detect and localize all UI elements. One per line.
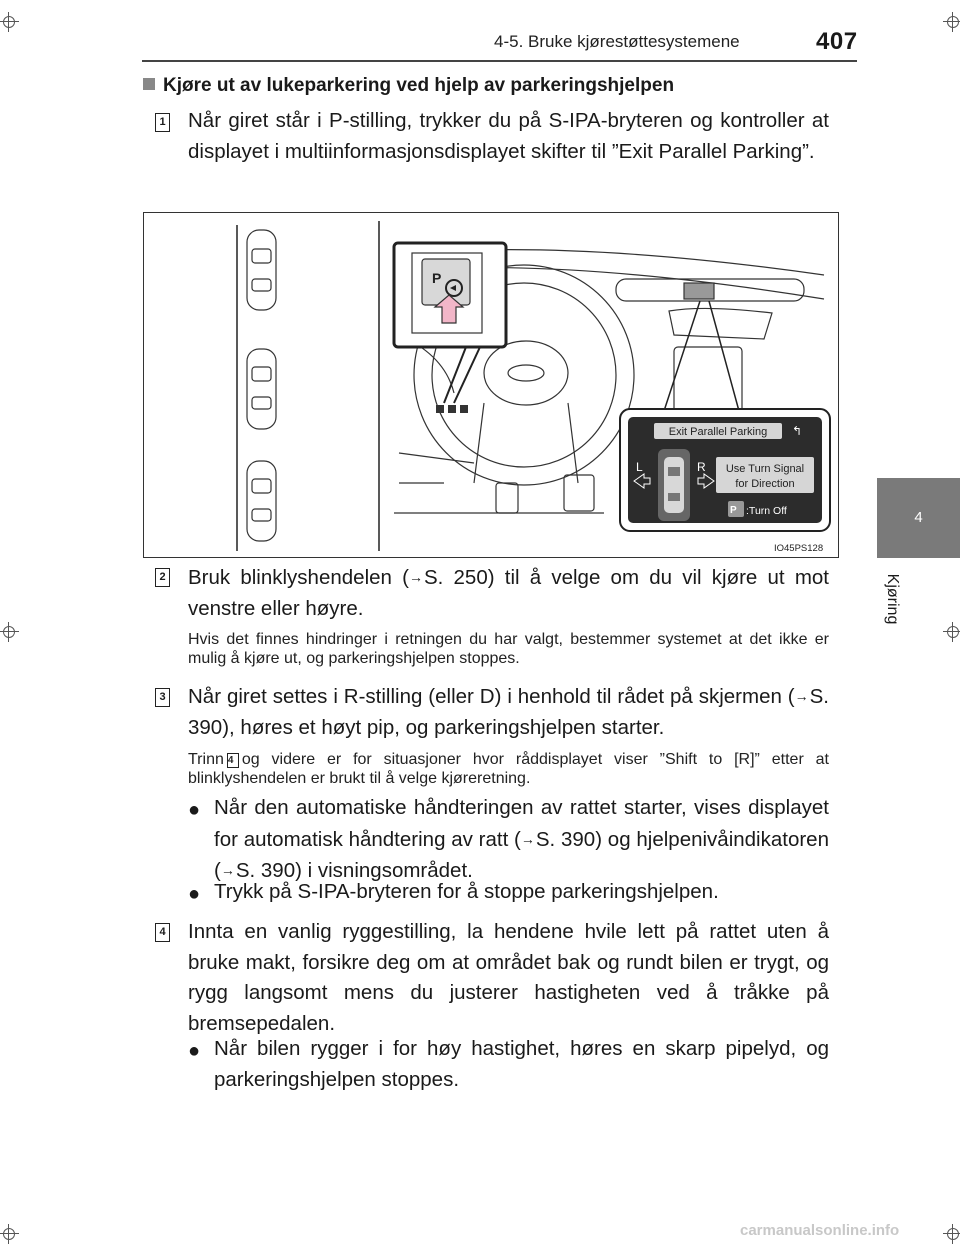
p-switch-letter: P <box>432 270 442 286</box>
ref-arrow-icon: → <box>520 830 535 847</box>
inline-step-number: 4 <box>227 753 239 768</box>
step-number: 3 <box>155 688 170 707</box>
crop-mark-bottom-left <box>0 1224 19 1244</box>
right-letter: R <box>697 460 706 474</box>
watermark: carmanualsonline.info <box>740 1222 900 1239</box>
bullet-icon: ● <box>188 1040 201 1062</box>
crop-mark-mid-right <box>943 622 960 642</box>
illustration <box>143 212 839 558</box>
section-title: 4-5. Bruke kjørestøttesystemene <box>494 32 740 51</box>
ref-arrow-icon: → <box>794 688 809 704</box>
step-number: 4 <box>155 923 170 942</box>
step-text: Når giret står i P-stilling, trykker du på S-IPA-bryteren og kontroller at displayet i multiinformasjonsdisplayet skifter til ”Exit Parallel Parking”. <box>188 109 829 163</box>
bullet-icon: ● <box>188 799 201 821</box>
chapter-tab: 4 <box>877 478 960 558</box>
ref-arrow-icon: → <box>220 862 235 878</box>
s-ipa-icon: P <box>730 505 737 516</box>
section-heading: Kjøre ut av lukeparkering ved hjelp av parkeringshjelpen <box>143 75 674 97</box>
crop-mark-mid-left <box>0 622 19 642</box>
step-text: Innta en vanlig ryggestilling, la hendene hvile lett på rattet uten å bruke makt, forsikre deg om at området bak og rundt bilen er trygt, og rygg langsomt mens du justerer hastigheten ved å tråkke på bremsepedalen. <box>188 920 829 1035</box>
bullet-text: Når den automatiske håndteringen av rattet starter, vises displayet for automatisk håndtering av ratt (→S. 390) og hjelpenivåindikatoren (→S. 390) i visningsområdet. <box>214 796 829 882</box>
bullet-text: Trykk på S-IPA-bryteren for å stoppe parkeringshjelpen. <box>214 880 719 903</box>
page-number: 407 <box>816 28 858 55</box>
figure-code: IO45PS128 <box>774 543 824 554</box>
step-number: 1 <box>155 113 170 132</box>
advice-line-1: Use Turn Signal <box>725 463 805 475</box>
display-title: Exit Parallel Parking <box>668 426 768 438</box>
left-letter: L <box>636 460 643 474</box>
step-number: 2 <box>155 568 170 587</box>
step-text: Når giret settes i R-stilling (eller D) i henhold til rådet på skjermen (→S. 390), høres et høyt pip, og parkeringshjelpen starter. <box>188 685 829 739</box>
header-rule <box>142 60 857 62</box>
return-icon: ↰ <box>792 424 803 438</box>
heading-square-icon <box>143 78 155 90</box>
step-note: Trinn 4 og videre er for situasjoner hvor råddisplayet viser ”Shift to [R]” etter at blinklyshendelen er brukt til å velge kjøreretning. <box>188 751 829 787</box>
chapter-label: Kjøring <box>884 573 901 625</box>
turn-off-label: :Turn Off <box>746 505 787 517</box>
bullet-icon: ● <box>188 883 201 905</box>
step-note: Hvis det finnes hindringer i retningen du har valgt, bestemmer systemet at det ikke er mulig å kjøre ut, og parkeringshjelpen stoppes. <box>188 631 829 667</box>
advice-line-2: for Direction <box>735 478 795 490</box>
crop-mark-top-left <box>0 12 19 32</box>
illustration-drawing <box>144 213 838 557</box>
bullet-text: Når bilen rygger i for høy hastighet, høres en skarp pipelyd, og parkeringshjelpen stoppes. <box>214 1037 829 1091</box>
crop-mark-top-right <box>943 12 960 32</box>
step-text: Bruk blinklyshendelen (→S. 250) til å velge om du vil kjøre ut mot venstre eller høyre. <box>188 566 829 620</box>
crop-mark-bottom-right <box>943 1224 960 1244</box>
ref-arrow-icon: → <box>408 569 423 585</box>
